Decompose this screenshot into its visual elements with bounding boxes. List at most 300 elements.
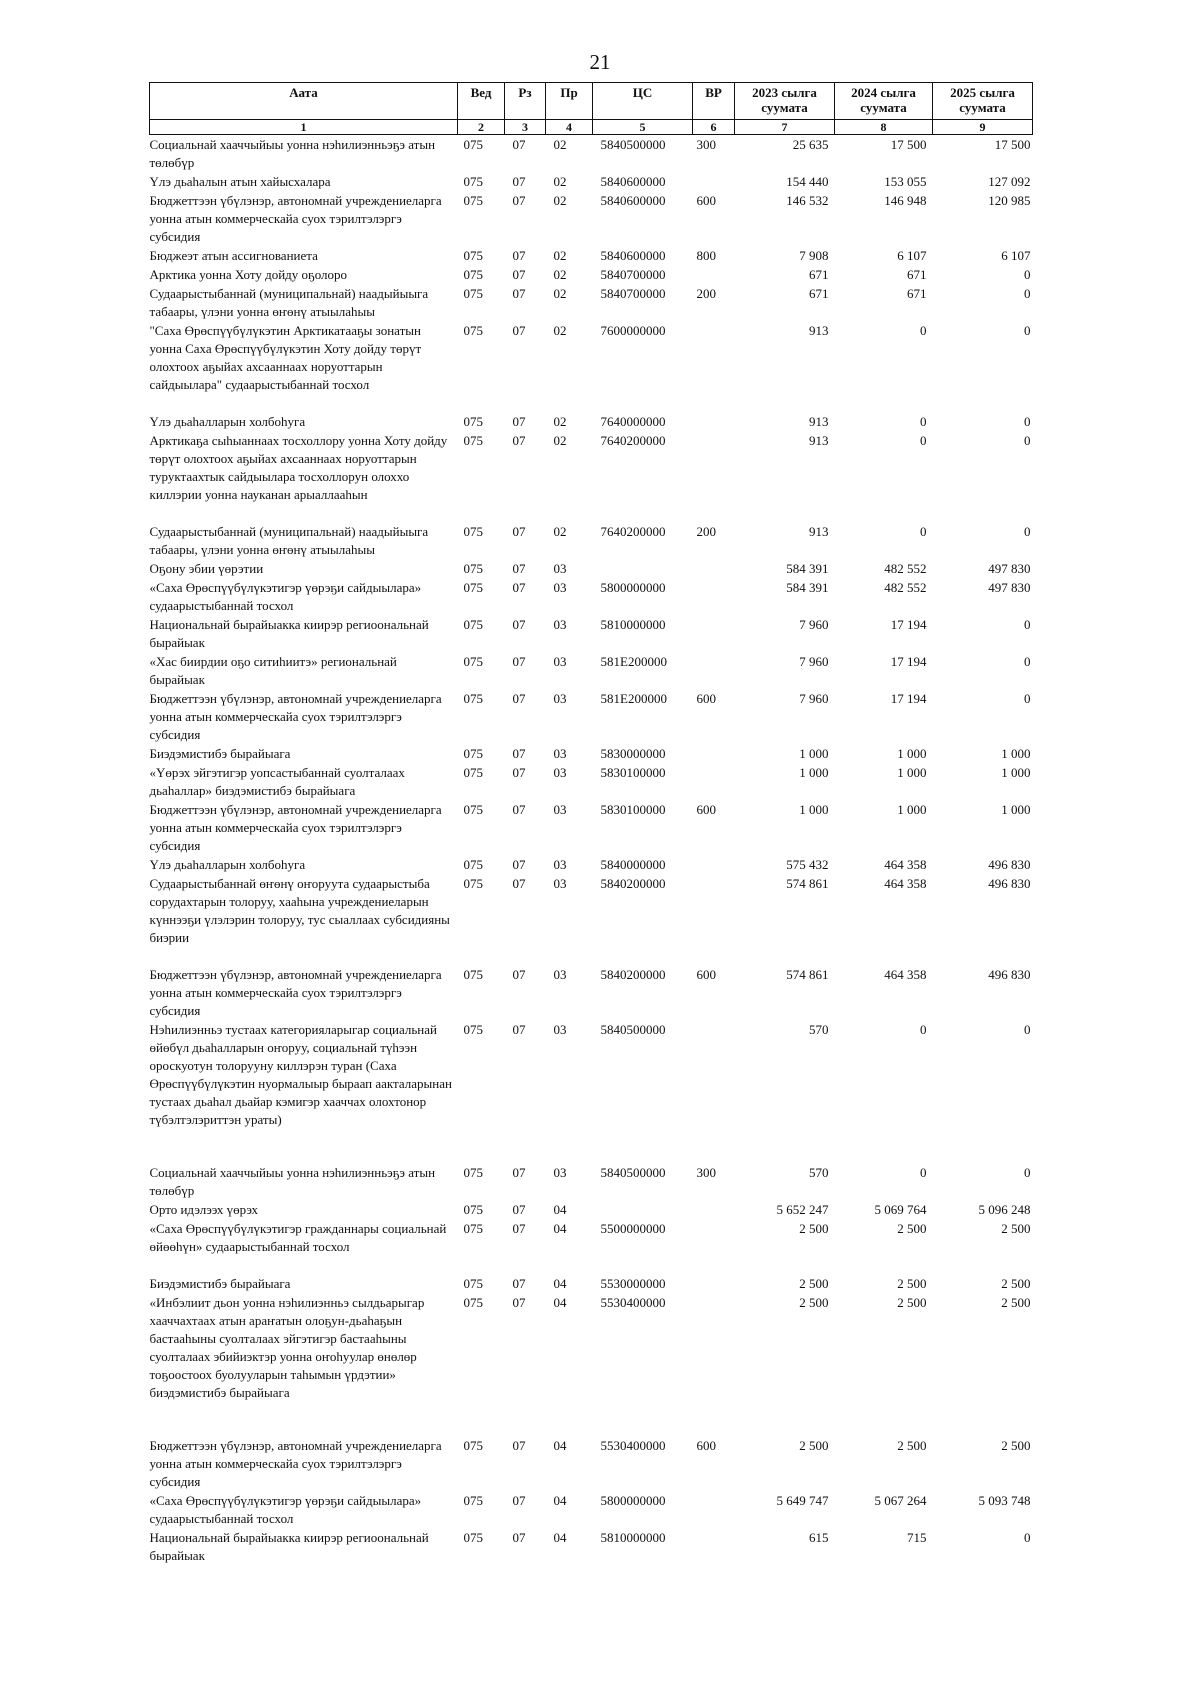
table-row xyxy=(150,615,1033,652)
row-rz: 07 xyxy=(512,654,526,669)
row-value-2025: 497 830 xyxy=(988,580,1031,595)
row-pr: 03 xyxy=(553,765,567,780)
table-row xyxy=(150,321,1033,412)
header-name: Аата xyxy=(150,83,458,120)
row-value-2025: 127 092 xyxy=(988,174,1031,189)
row-value-2025: 2 500 xyxy=(1001,1221,1031,1236)
table-row xyxy=(150,1274,1033,1293)
row-value-2025: 496 830 xyxy=(988,876,1031,891)
row-rz: 07 xyxy=(512,1202,526,1217)
row-value-2024: 1 000 xyxy=(897,746,927,761)
row-vr xyxy=(693,1491,735,1528)
row-value-2023: 584 391 xyxy=(786,580,829,595)
row-pr: 03 xyxy=(553,561,567,576)
row-rz: 07 xyxy=(512,580,526,595)
row-ved: 075 xyxy=(463,802,483,817)
row-rz: 07 xyxy=(512,174,526,189)
page-number: 21 xyxy=(589,50,611,74)
budget-table-sheet xyxy=(149,82,1032,1565)
row-pr: 04 xyxy=(553,1221,567,1236)
row-name: Үлэ дьаһалларын холбоһуга xyxy=(149,414,306,429)
row-value-2023: 7 960 xyxy=(799,654,829,669)
row-pr: 02 xyxy=(553,414,567,429)
row-value-2023: 7 960 xyxy=(799,617,829,632)
row-name: Социальнай хааччыйыы уонна нэһилиэнньэҕэ атын төлөбүр xyxy=(149,137,436,170)
row-value-2023: 671 xyxy=(809,286,829,301)
table-row xyxy=(150,191,1033,246)
header-2023: 2023 сылга суумата xyxy=(735,83,835,120)
row-pr: 02 xyxy=(553,433,567,448)
row-cs: 5840600000 xyxy=(600,174,666,189)
row-ved: 075 xyxy=(463,414,483,429)
table-row xyxy=(150,744,1033,763)
row-rz: 07 xyxy=(512,876,526,891)
row-name: Социальнай хааччыйыы уонна нэһилиэнньэҕэ атын төлөбүр xyxy=(149,1165,436,1198)
row-rz: 07 xyxy=(512,193,526,208)
row-name: Үлэ дьаһалларын холбоһуга xyxy=(149,857,306,872)
row-cs: 5840600000 xyxy=(600,248,666,263)
row-value-2023: 1 000 xyxy=(799,746,829,761)
row-value-2023: 146 532 xyxy=(786,193,829,208)
row-value-2024: 464 358 xyxy=(884,876,927,891)
row-value-2024: 17 500 xyxy=(890,137,927,152)
row-value-2025: 0 xyxy=(1024,1165,1031,1180)
row-vr: 300 xyxy=(696,137,716,152)
row-value-2024: 671 xyxy=(907,267,927,282)
row-cs: 5840500000 xyxy=(600,137,666,152)
row-value-2025: 0 xyxy=(1024,323,1031,338)
row-name: Национальнай бырайыакка киирэр региоональнай бырайыак xyxy=(149,617,429,650)
row-cs: 7640000000 xyxy=(600,414,666,429)
row-cs: 7640200000 xyxy=(600,433,666,448)
row-value-2023: 574 861 xyxy=(786,967,829,982)
row-value-2024: 464 358 xyxy=(884,967,927,982)
row-ved: 075 xyxy=(463,617,483,632)
column-number: 2 xyxy=(458,120,505,135)
row-value-2025: 0 xyxy=(1024,286,1031,301)
table-row xyxy=(150,559,1033,578)
table-row xyxy=(150,874,1033,965)
row-cs: 581E200000 xyxy=(600,691,667,706)
row-name: Судаарыстыбаннай өҥөнү оҥоруута судаарыстыба сорудахтарын толоруу, хааһына учреждениеларын күннээҕи үлэлэрин толоруу, тус сыаллаах субсидияны биэрии xyxy=(149,876,450,945)
row-value-2023: 154 440 xyxy=(786,174,829,189)
row-ved: 075 xyxy=(463,746,483,761)
row-vr: 200 xyxy=(696,524,716,539)
table-row xyxy=(150,1436,1033,1491)
row-value-2025: 5 093 748 xyxy=(978,1493,1031,1508)
row-rz: 07 xyxy=(512,1165,526,1180)
row-value-2024: 146 948 xyxy=(884,193,927,208)
row-ved: 075 xyxy=(463,1530,483,1545)
row-pr: 02 xyxy=(553,137,567,152)
row-cs xyxy=(593,1200,693,1219)
row-pr: 02 xyxy=(553,267,567,282)
table-header-row xyxy=(150,83,1033,120)
row-vr xyxy=(693,1219,735,1274)
row-pr: 02 xyxy=(553,323,567,338)
header-vr: ВР xyxy=(693,83,735,120)
row-value-2024: 0 xyxy=(920,1022,927,1037)
row-name: Судаарыстыбаннай (муниципальнай) наадыйыыга табаары, үлэни уонна өҥөнү атыылаһыы xyxy=(149,524,429,557)
table-row xyxy=(150,431,1033,522)
table-row xyxy=(150,1528,1033,1565)
row-value-2024: 2 500 xyxy=(897,1221,927,1236)
row-name: «Саха Өрөспүүбүлүкэтигэр үөрэҕи сайдыылара» судаарыстыбаннай тосхол xyxy=(149,1493,422,1526)
row-value-2023: 2 500 xyxy=(799,1276,829,1291)
row-value-2025: 2 500 xyxy=(1001,1276,1031,1291)
table-row xyxy=(150,265,1033,284)
row-vr xyxy=(693,1274,735,1293)
row-vr xyxy=(693,412,735,431)
row-rz: 07 xyxy=(512,414,526,429)
row-vr xyxy=(693,855,735,874)
table-row xyxy=(150,412,1033,431)
row-rz: 07 xyxy=(512,691,526,706)
row-cs: 5840700000 xyxy=(600,286,666,301)
row-vr xyxy=(693,1293,735,1436)
row-rz: 07 xyxy=(512,1276,526,1291)
row-cs: 5840200000 xyxy=(600,876,666,891)
column-number: 6 xyxy=(693,120,735,135)
row-name: Бюджеттээн үбүлэнэр, автономнай учреждениеларга уонна атын коммерческайа суох тэрилтэлэргэ субсидия xyxy=(149,193,442,244)
row-rz: 07 xyxy=(512,137,526,152)
row-rz: 07 xyxy=(512,561,526,576)
row-ved: 075 xyxy=(463,967,483,982)
row-pr: 03 xyxy=(553,617,567,632)
row-cs: 5500000000 xyxy=(600,1221,666,1236)
header-2024: 2024 сылга суумата xyxy=(835,83,933,120)
row-ved: 075 xyxy=(463,1202,483,1217)
row-value-2024: 17 194 xyxy=(890,654,927,669)
row-name: Оҕону эбии үөрэтии xyxy=(149,561,264,576)
column-number: 1 xyxy=(150,120,458,135)
row-pr: 02 xyxy=(553,193,567,208)
row-rz: 07 xyxy=(512,967,526,982)
row-ved: 075 xyxy=(463,691,483,706)
row-vr xyxy=(693,172,735,191)
row-rz: 07 xyxy=(512,248,526,263)
row-name: Бюджеттээн үбүлэнэр, автономнай учреждениеларга уонна атын коммерческайа суох тэрилтэлэргэ субсидия xyxy=(149,1438,442,1489)
row-pr: 03 xyxy=(553,857,567,872)
row-value-2025: 2 500 xyxy=(1001,1438,1031,1453)
header-pr: Пр xyxy=(546,83,593,120)
row-value-2023: 5 652 247 xyxy=(776,1202,829,1217)
row-value-2023: 5 649 747 xyxy=(776,1493,829,1508)
header-2025: 2025 сылга суумата xyxy=(933,83,1033,120)
row-cs: 5830100000 xyxy=(600,765,666,780)
row-value-2025: 496 830 xyxy=(988,857,1031,872)
row-value-2025: 0 xyxy=(1024,1022,1031,1037)
row-value-2023: 7 960 xyxy=(799,691,829,706)
row-rz: 07 xyxy=(512,746,526,761)
row-pr: 03 xyxy=(553,876,567,891)
row-value-2023: 2 500 xyxy=(799,1295,829,1310)
row-cs: 5840700000 xyxy=(600,267,666,282)
row-value-2025: 497 830 xyxy=(988,561,1031,576)
row-value-2024: 1 000 xyxy=(897,802,927,817)
row-pr: 04 xyxy=(553,1530,567,1545)
row-value-2023: 2 500 xyxy=(799,1221,829,1236)
row-rz: 07 xyxy=(512,1022,526,1037)
row-ved: 075 xyxy=(463,323,483,338)
row-name: «Хас биирдии оҕо ситиһиитэ» региональнай бырайыак xyxy=(149,654,397,687)
table-row xyxy=(150,172,1033,191)
row-vr xyxy=(693,321,735,412)
row-value-2024: 464 358 xyxy=(884,857,927,872)
row-value-2023: 913 xyxy=(809,414,829,429)
row-value-2025: 17 500 xyxy=(994,137,1031,152)
row-rz: 07 xyxy=(512,1295,526,1310)
row-vr: 600 xyxy=(696,802,716,817)
row-value-2023: 1 000 xyxy=(799,765,829,780)
table-row xyxy=(150,763,1033,800)
row-vr: 200 xyxy=(696,286,716,301)
row-value-2025: 0 xyxy=(1024,433,1031,448)
row-value-2024: 482 552 xyxy=(884,561,927,576)
row-pr: 02 xyxy=(553,524,567,539)
row-name: Үлэ дьаһалын атын хайысхалара xyxy=(149,174,331,189)
row-ved: 075 xyxy=(463,876,483,891)
row-vr: 300 xyxy=(696,1165,716,1180)
row-name: «Саха Өрөспүүбүлүкэтигэр үөрэҕи сайдыылара» судаарыстыбаннай тосхол xyxy=(149,580,422,613)
table-row xyxy=(150,135,1033,173)
row-value-2025: 120 985 xyxy=(988,193,1031,208)
row-pr: 03 xyxy=(553,654,567,669)
row-value-2024: 1 000 xyxy=(897,765,927,780)
row-name: «Инбэлиит дьон уонна нэһилиэнньэ сылдьарыгар хааччахтаах атын араҥатын олоҕун-дьаһаҕын бастааһыны суолталаах эйгэтигэр бастааһыны суолталаах эбийиэктэр уонна оҥоһуулар өнөлөр тоҕоостоох буолууларын таһымын үрдэтии» биэдэмистибэ бырайыага xyxy=(149,1295,425,1400)
row-vr xyxy=(693,1020,735,1163)
row-cs: 7640200000 xyxy=(600,524,666,539)
row-ved: 075 xyxy=(463,433,483,448)
row-value-2024: 0 xyxy=(920,433,927,448)
row-pr: 04 xyxy=(553,1438,567,1453)
row-value-2024: 2 500 xyxy=(897,1295,927,1310)
row-value-2024: 2 500 xyxy=(897,1438,927,1453)
column-number: 9 xyxy=(933,120,1033,135)
row-vr xyxy=(693,265,735,284)
row-value-2023: 2 500 xyxy=(799,1438,829,1453)
table-row xyxy=(150,652,1033,689)
row-name: Орто идэлээх үөрэх xyxy=(149,1202,259,1217)
row-value-2023: 913 xyxy=(809,323,829,338)
row-cs: 5830000000 xyxy=(600,746,666,761)
table-body xyxy=(150,135,1033,1566)
row-cs: 5840200000 xyxy=(600,967,666,982)
row-pr: 03 xyxy=(553,580,567,595)
row-pr: 04 xyxy=(553,1295,567,1310)
row-cs xyxy=(593,559,693,578)
column-number-row xyxy=(150,120,1033,135)
row-value-2024: 5 069 764 xyxy=(874,1202,927,1217)
row-ved: 075 xyxy=(463,765,483,780)
table-row xyxy=(150,855,1033,874)
row-vr xyxy=(693,615,735,652)
row-vr xyxy=(693,874,735,965)
row-vr xyxy=(693,431,735,522)
row-ved: 075 xyxy=(463,654,483,669)
row-rz: 07 xyxy=(512,1530,526,1545)
row-vr xyxy=(693,559,735,578)
row-pr: 04 xyxy=(553,1202,567,1217)
row-ved: 075 xyxy=(463,248,483,263)
row-pr: 03 xyxy=(553,1165,567,1180)
row-ved: 075 xyxy=(463,1438,483,1453)
budget-table xyxy=(149,82,1033,1565)
row-value-2024: 153 055 xyxy=(884,174,927,189)
table-row xyxy=(150,800,1033,855)
row-cs: 5840000000 xyxy=(600,857,666,872)
row-vr: 600 xyxy=(696,1438,716,1453)
row-rz: 07 xyxy=(512,765,526,780)
row-ved: 075 xyxy=(463,1221,483,1236)
row-pr: 03 xyxy=(553,802,567,817)
row-value-2023: 574 861 xyxy=(786,876,829,891)
row-value-2024: 671 xyxy=(907,286,927,301)
row-vr: 600 xyxy=(696,193,716,208)
row-value-2024: 0 xyxy=(920,323,927,338)
row-value-2023: 7 908 xyxy=(799,248,829,263)
column-number: 4 xyxy=(546,120,593,135)
row-value-2025: 1 000 xyxy=(1001,765,1031,780)
row-ved: 075 xyxy=(463,561,483,576)
row-vr xyxy=(693,1200,735,1219)
row-cs: 5530400000 xyxy=(600,1295,666,1310)
row-value-2023: 913 xyxy=(809,433,829,448)
row-value-2024: 0 xyxy=(920,524,927,539)
table-row xyxy=(150,1020,1033,1163)
header-ved: Вед xyxy=(458,83,505,120)
row-name: Бюджеттээн үбүлэнэр, автономнай учреждениеларга уонна атын коммерческайа суох тэрилтэлэргэ субсидия xyxy=(149,691,442,742)
row-rz: 07 xyxy=(512,267,526,282)
row-vr: 600 xyxy=(696,691,716,706)
row-cs: 5800000000 xyxy=(600,580,666,595)
row-value-2024: 482 552 xyxy=(884,580,927,595)
row-rz: 07 xyxy=(512,857,526,872)
row-value-2025: 0 xyxy=(1024,617,1031,632)
row-name: Нэһилиэнньэ тустаах категорияларыгар социальнай өйөбүл дьаһалларын оҥоруу, социальнай түһээн ороскуотун толорууну киллэрэн туран (Саха Өрөспүүбүлүкэтин нуормалыыр быраап аакталарынан тустаах дьаһал дьайар кэмигэр хааччах олохтонор түбэлтэлэриттэн ураты) xyxy=(149,1022,452,1127)
table-row xyxy=(150,284,1033,321)
column-number: 8 xyxy=(835,120,933,135)
row-cs: 5530400000 xyxy=(600,1438,666,1453)
row-pr: 03 xyxy=(553,967,567,982)
table-row xyxy=(150,522,1033,559)
row-value-2024: 6 107 xyxy=(897,248,927,263)
row-value-2025: 1 000 xyxy=(1001,802,1031,817)
row-rz: 07 xyxy=(512,524,526,539)
row-pr: 03 xyxy=(553,1022,567,1037)
row-cs: 7600000000 xyxy=(600,323,666,338)
row-value-2024: 0 xyxy=(920,1165,927,1180)
row-name: Судаарыстыбаннай (муниципальнай) наадыйыыга табаары, үлэни уонна өҥөнү атыылаһыы xyxy=(149,286,429,319)
row-cs: 5840500000 xyxy=(600,1022,666,1037)
row-pr: 02 xyxy=(553,286,567,301)
row-cs: 5810000000 xyxy=(600,1530,666,1545)
row-value-2023: 671 xyxy=(809,267,829,282)
row-rz: 07 xyxy=(512,433,526,448)
row-value-2025: 0 xyxy=(1024,524,1031,539)
row-rz: 07 xyxy=(512,286,526,301)
row-pr: 02 xyxy=(553,174,567,189)
row-name: Бюджеэт атын ассигнованиета xyxy=(149,248,318,263)
row-value-2023: 584 391 xyxy=(786,561,829,576)
table-row xyxy=(150,578,1033,615)
row-name: Бюджеттээн үбүлэнэр, автономнай учреждениеларга уонна атын коммерческайа суох тэрилтэлэргэ субсидия xyxy=(149,967,442,1018)
row-value-2024: 715 xyxy=(907,1530,927,1545)
row-pr: 03 xyxy=(553,691,567,706)
row-value-2023: 615 xyxy=(809,1530,829,1545)
row-ved: 075 xyxy=(463,1165,483,1180)
header-cs: ЦС xyxy=(593,83,693,120)
row-value-2024: 17 194 xyxy=(890,691,927,706)
row-ved: 075 xyxy=(463,857,483,872)
row-name: Биэдэмистибэ бырайыага xyxy=(149,1276,291,1291)
row-cs: 5530000000 xyxy=(600,1276,666,1291)
table-row xyxy=(150,246,1033,265)
row-rz: 07 xyxy=(512,617,526,632)
row-value-2025: 0 xyxy=(1024,267,1031,282)
table-row xyxy=(150,1219,1033,1274)
table-row xyxy=(150,1293,1033,1436)
column-number: 7 xyxy=(735,120,835,135)
row-value-2025: 496 830 xyxy=(988,967,1031,982)
row-name: Национальнай бырайыакка киирэр региоональнай бырайыак xyxy=(149,1530,429,1563)
row-vr xyxy=(693,652,735,689)
row-value-2023: 913 xyxy=(809,524,829,539)
row-name: «Саха Өрөспүүбүлүкэтигэр гражданнары социальнай өйөөһүн» судаарыстыбаннай тосхол xyxy=(149,1221,447,1254)
row-ved: 075 xyxy=(463,137,483,152)
row-rz: 07 xyxy=(512,1438,526,1453)
table-row xyxy=(150,965,1033,1020)
row-value-2023: 25 635 xyxy=(792,137,829,152)
row-name: «Үөрэх эйгэтигэр уопсастыбаннай суолталаах дьаһаллар» биэдэмистибэ бырайыага xyxy=(149,765,405,798)
row-ved: 075 xyxy=(463,1493,483,1508)
row-name: Арктикаҕа сыһыаннаах тосхоллору уонна Хоту дойду төрүт олохтоох аҕыйах ахсааннаах норуоттарын туруктаахтык сайдыылара тосхоллорун олоххо киллэрии уонна науканан арыаллааһын xyxy=(149,433,448,502)
row-value-2025: 0 xyxy=(1024,414,1031,429)
row-value-2025: 2 500 xyxy=(1001,1295,1031,1310)
row-ved: 075 xyxy=(463,1295,483,1310)
row-ved: 075 xyxy=(463,174,483,189)
row-value-2024: 5 067 264 xyxy=(874,1493,927,1508)
row-pr: 04 xyxy=(553,1276,567,1291)
row-rz: 07 xyxy=(512,1221,526,1236)
row-name: Арктика уонна Хоту дойду оҕолоро xyxy=(149,267,348,282)
row-ved: 075 xyxy=(463,1022,483,1037)
row-cs: 5830100000 xyxy=(600,802,666,817)
row-name: Бюджеттээн үбүлэнэр, автономнай учреждениеларга уонна атын коммерческайа суох тэрилтэлэргэ субсидия xyxy=(149,802,442,853)
row-rz: 07 xyxy=(512,802,526,817)
row-value-2023: 570 xyxy=(809,1022,829,1037)
row-rz: 07 xyxy=(512,1493,526,1508)
row-value-2024: 17 194 xyxy=(890,617,927,632)
row-cs: 5840600000 xyxy=(600,193,666,208)
row-name: Биэдэмистибэ бырайыага xyxy=(149,746,291,761)
header-rz: Рз xyxy=(505,83,546,120)
row-pr: 02 xyxy=(553,248,567,263)
column-number: 3 xyxy=(505,120,546,135)
row-value-2025: 0 xyxy=(1024,691,1031,706)
row-value-2024: 2 500 xyxy=(897,1276,927,1291)
table-row xyxy=(150,689,1033,744)
row-vr: 800 xyxy=(696,248,716,263)
row-ved: 075 xyxy=(463,286,483,301)
row-cs: 5800000000 xyxy=(600,1493,666,1508)
row-value-2025: 0 xyxy=(1024,1530,1031,1545)
row-name: "Саха Өрөспүүбүлүкэтин Арктикатааҕы зонатын уонна Саха Өрөспүүбүлүкэтин Хоту дойду төрүт олохтоох аҕыйах ахсааннаах норуоттарын сайдыылара" судаарыстыбаннай тосхол xyxy=(149,323,422,392)
row-rz: 07 xyxy=(512,323,526,338)
row-vr xyxy=(693,763,735,800)
row-vr xyxy=(693,744,735,763)
row-value-2025: 5 096 248 xyxy=(978,1202,1031,1217)
